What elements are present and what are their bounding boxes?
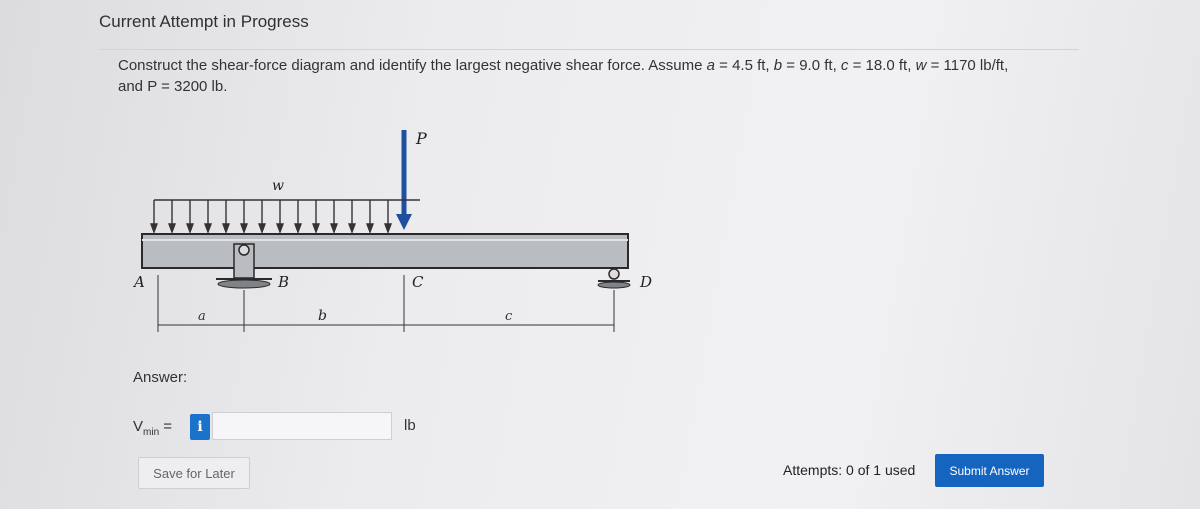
vmin-label (133, 418, 172, 438)
label-D: D (640, 273, 653, 291)
var-b: b (773, 57, 783, 74)
label-w: w (272, 178, 284, 194)
submit-answer-button[interactable]: Submit Answer (935, 454, 1044, 487)
beam-figure (120, 120, 680, 350)
val-c: = 18.0 ft, (848, 57, 916, 74)
point-load-arrowhead (396, 214, 412, 230)
question-text-start: Construct the shear-force diagram and identify the largest negative shear force. Assume (118, 57, 707, 74)
save-for-later-button[interactable]: Save for Later (138, 457, 250, 489)
attempts-status: Attempts: 0 of 1 used (783, 462, 916, 478)
label-C: C (412, 273, 424, 291)
label-A: A (134, 273, 145, 291)
label-a: a (198, 309, 206, 324)
vmin-symbol: V (133, 418, 144, 435)
info-icon[interactable]: i (190, 414, 210, 440)
question-line2: and P = 3200 lb. (118, 78, 228, 95)
val-a: = 4.5 ft, (714, 57, 774, 74)
var-a: a (706, 57, 715, 74)
label-P: P (416, 129, 427, 148)
label-B: B (278, 273, 290, 291)
var-w: w (915, 57, 927, 74)
unit-label: lb (404, 417, 416, 434)
val-w: = 1170 lb/ft, (926, 57, 1009, 74)
vmin-equals: = (159, 418, 173, 435)
question-text (118, 55, 1108, 97)
roller-support-D (598, 269, 630, 288)
vmin-input[interactable] (212, 412, 392, 440)
divider (99, 49, 1079, 50)
val-b: = 9.0 ft, (782, 57, 841, 74)
dist-load-arrows (151, 200, 391, 232)
page-title: Current Attempt in Progress (99, 12, 309, 31)
answer-label: Answer: (133, 369, 188, 386)
var-c: c (840, 57, 849, 74)
vmin-subscript: min (143, 427, 160, 438)
label-b: b (318, 308, 327, 324)
label-c: c (505, 309, 513, 324)
